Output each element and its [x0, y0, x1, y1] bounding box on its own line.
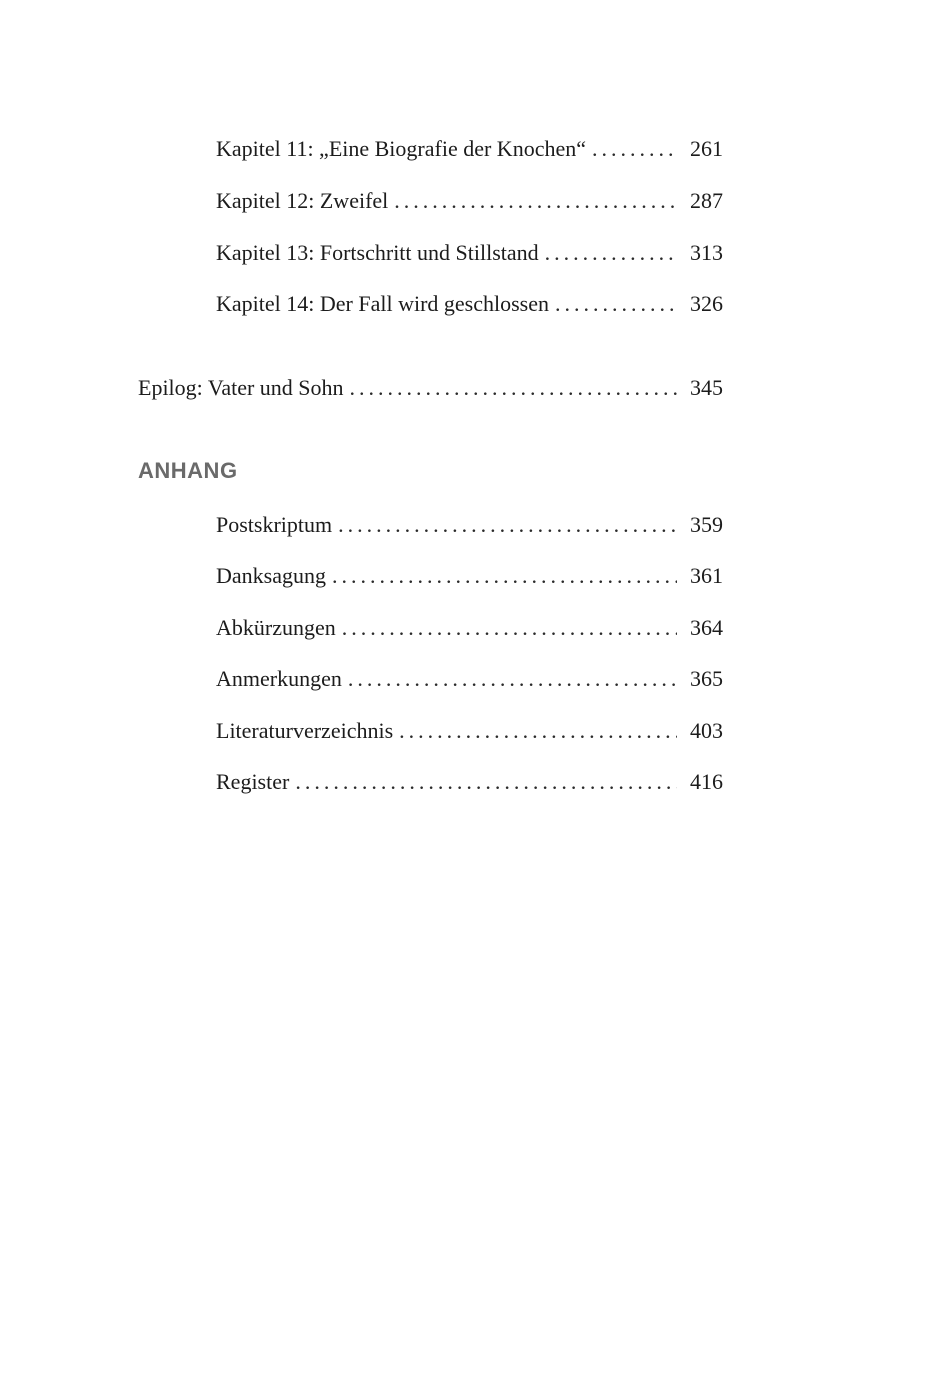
dot-leader — [592, 134, 677, 164]
section-heading-appendix: ANHANG — [138, 458, 238, 483]
entry-title: Kapitel 13: Fortschritt und Stillstand — [216, 240, 539, 265]
toc-entry-danksagung[interactable] — [216, 561, 723, 591]
page-number: 345 — [690, 375, 723, 400]
entry-title: Epilog: Vater und Sohn — [138, 375, 344, 400]
page-number: 359 — [690, 512, 723, 537]
toc-entry-chapter-14[interactable] — [216, 289, 723, 319]
dot-leader — [399, 716, 677, 746]
dot-leader — [342, 613, 677, 643]
toc-entry-abkuerzungen[interactable] — [216, 613, 723, 643]
page-number: 416 — [690, 769, 723, 794]
toc-entry-chapter-13[interactable] — [216, 238, 723, 268]
toc-entry-chapter-12[interactable] — [216, 186, 723, 216]
entry-title: Literaturverzeichnis — [216, 718, 394, 743]
page-number: 364 — [690, 615, 723, 640]
toc-entry-chapter-11[interactable] — [216, 134, 723, 164]
entry-title: Danksagung — [216, 563, 326, 588]
page-number: 365 — [690, 666, 723, 691]
dot-leader — [350, 373, 677, 403]
page-number: 361 — [690, 563, 723, 588]
entry-title: Kapitel 11: „Eine Biografie der Knochen“ — [216, 136, 586, 161]
entry-title: Register — [216, 769, 290, 794]
page-number: 403 — [690, 718, 723, 743]
toc-entry-register[interactable] — [216, 767, 723, 797]
entry-title: Anmerkungen — [216, 666, 342, 691]
entry-title: Kapitel 14: Der Fall wird geschlossen — [216, 291, 549, 316]
toc-entry-literaturverzeichnis[interactable] — [216, 716, 723, 746]
dot-leader — [555, 289, 677, 319]
dot-leader — [394, 186, 677, 216]
toc-entry-anmerkungen[interactable] — [216, 664, 723, 694]
toc-entry-postskriptum[interactable] — [216, 510, 723, 540]
page-number: 287 — [690, 188, 723, 213]
dot-leader — [338, 510, 677, 540]
dot-leader — [295, 767, 677, 797]
dot-leader — [332, 561, 677, 591]
page-number: 313 — [690, 240, 723, 265]
dot-leader — [545, 238, 677, 268]
entry-title: Kapitel 12: Zweifel — [216, 188, 389, 213]
entry-title: Abkürzungen — [216, 615, 336, 640]
entry-title: Postskriptum — [216, 512, 333, 537]
page-number: 326 — [690, 291, 723, 316]
toc-entry-epilog[interactable] — [138, 373, 723, 403]
page-number: 261 — [690, 136, 723, 161]
dot-leader — [348, 664, 677, 694]
